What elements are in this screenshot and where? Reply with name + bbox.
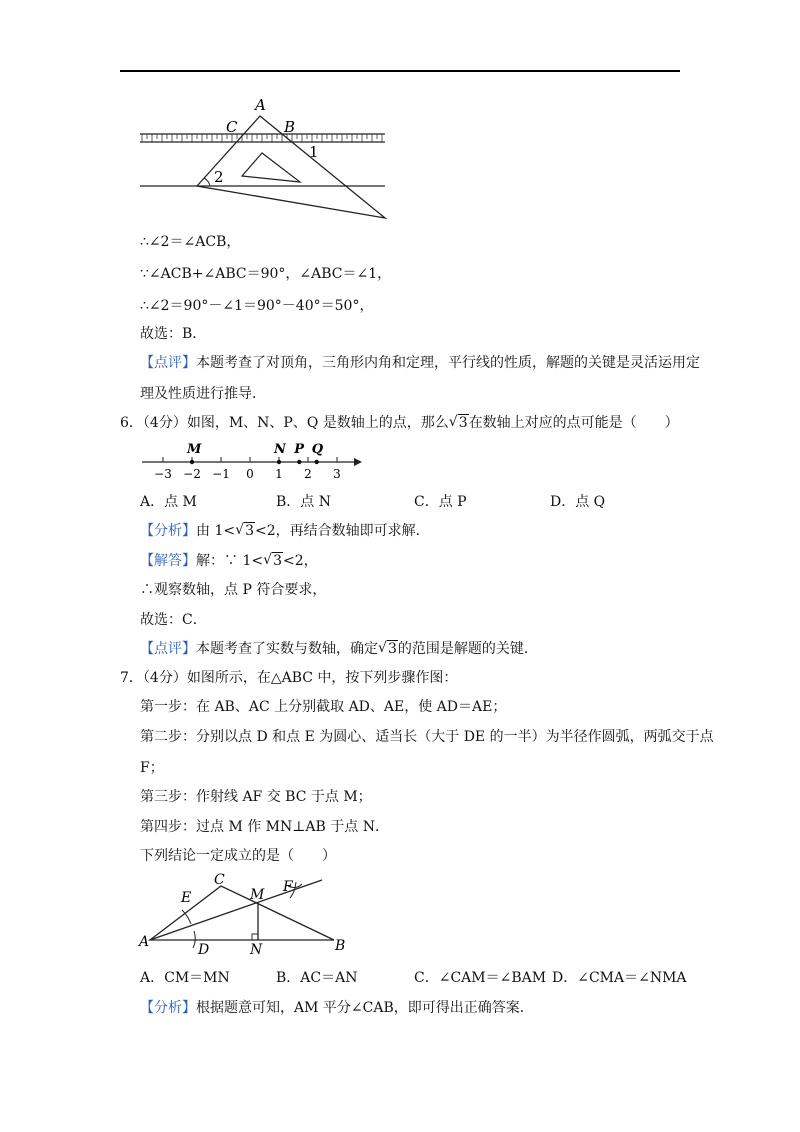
fig7-label-E: E: [181, 890, 192, 906]
q7-step1: 第一步：在 AB、AC 上分别截取 AD、AE，使 AD＝AE；: [140, 699, 507, 715]
axis-tick-label: −1: [212, 467, 230, 481]
ray-af: [150, 880, 322, 940]
angle-2-arc: [204, 178, 210, 186]
solution-post: <2，: [283, 553, 318, 569]
q6-option-d[interactable]: D．点 Q: [550, 494, 606, 510]
sqrt-symbol: [235, 521, 255, 541]
question-text: （4分）如图所示，在△ABC 中，按下列步骤作图：: [142, 670, 458, 686]
sqrt-symbol: [378, 639, 398, 659]
sol5-comment: [140, 353, 700, 373]
fig7-label-F: F: [283, 879, 293, 895]
sol5-line3: ∴∠2＝90°－∠1＝90°－40°＝50°，: [140, 298, 374, 314]
sol5-comment-cont: 理及性质进行推导．: [140, 386, 266, 402]
radicand: 3: [273, 553, 283, 569]
axis-tick-label: 1: [275, 467, 283, 481]
analysis-tag: 【分析】: [140, 523, 196, 539]
q6-option-b[interactable]: B．点 N: [276, 494, 331, 510]
radicand: 3: [458, 415, 468, 431]
axis-point: [277, 460, 281, 464]
axis-tick-label: 3: [333, 467, 341, 481]
sol5-answer: 故选：B．: [140, 326, 207, 342]
axis-tick-label: −2: [183, 467, 201, 481]
fig5-label-1: 1: [309, 143, 319, 161]
comment-tag: 【点评】: [140, 641, 196, 657]
question-number: 7．: [120, 670, 143, 686]
q6-comment: [140, 639, 538, 659]
axis-point: [315, 460, 319, 464]
axis-point-label: N: [274, 442, 286, 457]
question-text-after: 在数轴上对应的点可能是（ ）: [468, 415, 679, 431]
axis-point-label: P: [294, 442, 305, 457]
q6-solution-line2: ∴观察数轴，点 P 符合要求，: [140, 582, 327, 598]
fig7-label-C: C: [214, 872, 225, 888]
fig5-label-2: 2: [214, 168, 224, 186]
header-rule: [120, 70, 680, 72]
analysis-text: 根据题意可知，AM 平分∠CAB，即可得出正确答案．: [196, 1000, 534, 1016]
sqrt-symbol: [263, 551, 283, 571]
q6-answer: 故选：C．: [140, 612, 207, 628]
q7-step2: 第二步：分别以点 D 和点 E 为圆心、适当长（大于 DE 的一半）为半径作圆弧，两弧交于点: [140, 729, 714, 745]
axis-tick-label: −3: [154, 467, 172, 481]
fig7-label-B: B: [335, 938, 346, 954]
fig7-label-D: D: [198, 942, 210, 958]
axis-point-label: M: [187, 442, 202, 457]
axis-point: [297, 460, 301, 464]
radicand: 3: [245, 523, 255, 539]
comment-pre: 本题考查了实数与数轴，确定: [196, 641, 378, 657]
fig7-label-A: A: [139, 934, 150, 950]
fig5-label-C: C: [226, 118, 238, 136]
axis-point: [190, 460, 194, 464]
right-angle-mark: [252, 934, 258, 940]
question-text-before: （4分）如图，M、N、P、Q 是数轴上的点，那么: [142, 415, 449, 431]
q7-step3: 第三步：作射线 AF 交 BC 于点 M；: [140, 789, 372, 805]
q6-solution: [140, 551, 318, 571]
analysis-pre: 由 1<: [196, 523, 236, 539]
question-6: [120, 413, 679, 433]
sqrt-symbol: [449, 413, 469, 433]
q6-analysis: [140, 521, 430, 541]
axis-point-label: Q: [311, 442, 324, 457]
axis-tick-label: 0: [246, 467, 254, 481]
q7-analysis: [140, 998, 534, 1018]
arrow-icon: [354, 458, 362, 466]
q7-step4: 第四步：过点 M 作 MN⊥AB 于点 N．: [140, 819, 389, 835]
q7-prompt: 下列结论一定成立的是（ ）: [140, 848, 336, 864]
comment-post: 的范围是解题的关键．: [397, 641, 538, 657]
figure-q5-ruler-triangle: [130, 95, 390, 225]
solution-tag: 【解答】: [140, 553, 196, 569]
triangle-abc: [150, 886, 334, 940]
sol5-line2: ∵∠ACB+∠ABC＝90°，∠ABC＝∠1，: [140, 266, 392, 282]
comment-tag: 【点评】: [140, 355, 196, 371]
fig5-label-A: A: [255, 96, 266, 114]
radicand: 3: [388, 641, 397, 657]
q7-option-c[interactable]: C．∠CAM＝∠BAM: [414, 970, 547, 986]
q7-step2-cont: F；: [140, 760, 164, 776]
q7-option-d[interactable]: D．∠CMA＝∠NMA: [552, 970, 687, 986]
solution-pre: 解：∵ 1<: [196, 553, 264, 569]
ruler: [140, 134, 385, 142]
q6-option-a[interactable]: A．点 M: [140, 494, 197, 510]
sol5-line1: ∴∠2＝∠ACB，: [140, 234, 241, 250]
figure-q7-triangle: [135, 868, 346, 958]
q7-option-b[interactable]: B．AC＝AN: [276, 970, 358, 986]
q7-option-a[interactable]: A．CM＝MN: [140, 970, 230, 986]
analysis-tag: 【分析】: [140, 1000, 196, 1016]
question-number: 6．: [120, 415, 143, 431]
question-7: [120, 668, 457, 688]
number-line: [135, 436, 365, 486]
fig5-label-B: B: [284, 118, 296, 136]
comment-text: 本题考查了对顶角，三角形内角和定理，平行线的性质，解题的关键是灵活运用定: [196, 355, 700, 371]
analysis-post: <2，再结合数轴即可求解．: [255, 523, 430, 539]
set-square-inner: [242, 153, 300, 182]
fig7-label-M: M: [250, 887, 265, 903]
fig7-label-N: N: [250, 942, 263, 958]
axis-tick-label: 2: [304, 467, 312, 481]
q6-option-c[interactable]: C．点 P: [414, 494, 467, 510]
